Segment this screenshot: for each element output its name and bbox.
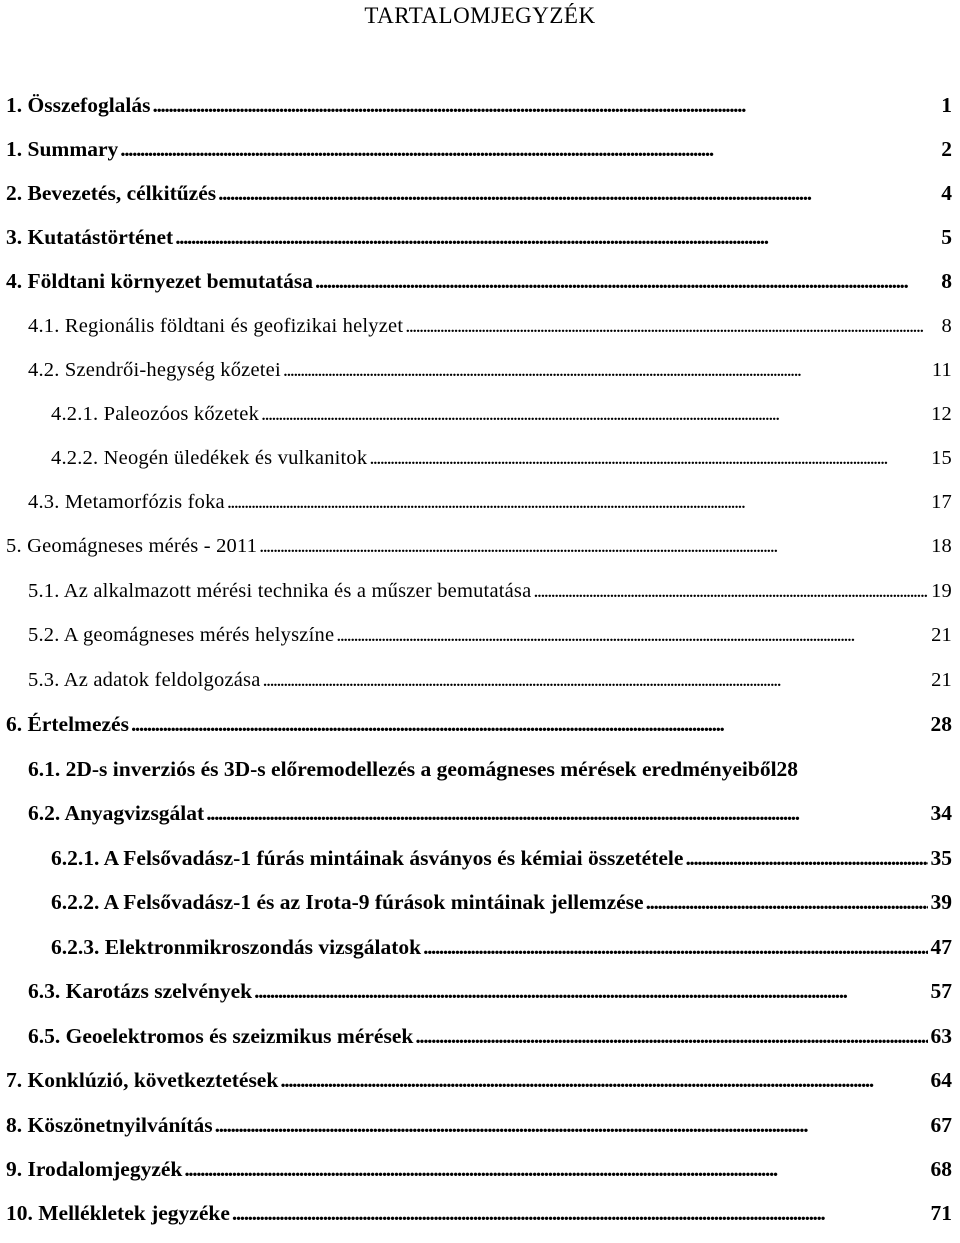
- toc-entry[interactable]: [28, 620, 952, 650]
- dot-leader: [215, 1110, 928, 1140]
- toc-entry[interactable]: [6, 266, 952, 296]
- toc-entry-page: 2: [941, 137, 952, 161]
- dot-leader: [280, 1065, 927, 1095]
- dot-leader: [218, 178, 938, 208]
- toc-entry-label: 7. Konklúzió, következtetések: [6, 1068, 279, 1092]
- dot-leader: [175, 222, 938, 252]
- toc-entry[interactable]: [28, 1021, 952, 1051]
- dot-leader: [263, 665, 929, 695]
- toc-entry[interactable]: [6, 1154, 952, 1184]
- toc-entry[interactable]: [6, 709, 952, 739]
- toc-entry-label: 5.3. Az adatok feldolgozása: [28, 669, 261, 691]
- toc-entry-page: 1: [941, 93, 952, 117]
- dot-leader: [533, 576, 928, 606]
- toc-entry[interactable]: [6, 1110, 952, 1140]
- dot-leader: [283, 355, 929, 385]
- toc-entry[interactable]: [28, 976, 952, 1006]
- toc-entry-page: 28: [930, 712, 952, 736]
- toc-entry[interactable]: [6, 1198, 952, 1228]
- toc-entry-page: 5: [941, 225, 952, 249]
- toc-entry-page: 4: [941, 181, 952, 205]
- dot-leader: [227, 487, 928, 517]
- toc-entry[interactable]: [51, 887, 952, 917]
- toc-entry-label: 10. Mellékletek jegyzéke: [6, 1201, 230, 1225]
- toc-entry-label: 2. Bevezetés, célkitűzés: [6, 181, 217, 205]
- toc-entry-label: 5.1. Az alkalmazott mérési technika és a műszer bemutatása: [28, 580, 532, 602]
- toc-entry-label: 9. Irodalomjegyzék: [6, 1157, 183, 1181]
- toc-entry-label: 3. Kutatástörténet: [6, 225, 174, 249]
- toc-entry[interactable]: [6, 222, 952, 252]
- dot-leader: [131, 709, 928, 739]
- toc-entry-page: 15: [931, 447, 952, 469]
- toc-entry-page: 68: [930, 1157, 952, 1181]
- dot-leader: [336, 620, 928, 650]
- toc-entry-page: 19: [931, 580, 952, 602]
- toc-entry-page: 35: [930, 846, 952, 870]
- toc-entry[interactable]: [28, 355, 952, 385]
- toc-entry-page: 63: [930, 1024, 952, 1048]
- toc-entry[interactable]: [6, 90, 952, 120]
- dot-leader: [153, 90, 939, 120]
- toc-entry-label: 6.2.2. A Felsővadász-1 és az Irota-9 fúrások mintáinak jellemzése: [51, 890, 644, 914]
- toc-entry[interactable]: [6, 531, 952, 561]
- toc-entry[interactable]: [28, 754, 952, 784]
- toc-entry-page: 64: [930, 1068, 952, 1092]
- toc-entry[interactable]: [51, 443, 952, 473]
- dot-leader: [405, 311, 938, 341]
- toc-entry-page: 21: [931, 669, 952, 691]
- toc-entry-page: 67: [930, 1113, 952, 1137]
- dot-leader: [646, 887, 928, 917]
- dot-leader: [415, 1021, 927, 1051]
- toc-entry-label: 5.2. A geomágneses mérés helyszíne: [28, 624, 335, 646]
- dot-leader: [120, 134, 938, 164]
- toc-entry-page: 28: [776, 757, 799, 781]
- dot-leader: [206, 798, 927, 828]
- dot-leader: [232, 1198, 928, 1228]
- toc-entry-page: 8: [941, 315, 952, 337]
- toc-entry[interactable]: [51, 932, 952, 962]
- toc-entry-label: 6.2.1. A Felsővadász-1 fúrás mintáinak ásványos és kémiai összetétele: [51, 846, 684, 870]
- toc-entry[interactable]: [51, 399, 952, 429]
- toc-entry-label: 6.2. Anyagvizsgálat: [28, 801, 205, 825]
- toc-entry[interactable]: [28, 487, 952, 517]
- dot-leader: [254, 976, 927, 1006]
- toc-entry[interactable]: [28, 665, 952, 695]
- toc-entry-label: 8. Köszönetnyilvánítás: [6, 1113, 213, 1137]
- toc-entry[interactable]: [6, 178, 952, 208]
- toc-entry-label: 4.3. Metamorfózis foka: [28, 491, 225, 513]
- toc-entry-label: 5. Geomágneses mérés - 2011: [6, 535, 258, 557]
- toc-entry-page: 57: [930, 979, 952, 1003]
- toc-entry-label: 6.2.3. Elektronmikroszondás vizsgálatok: [51, 935, 422, 959]
- toc-entry[interactable]: [6, 1065, 952, 1095]
- toc-entry-page: 18: [931, 535, 952, 557]
- dot-leader: [259, 531, 928, 561]
- toc-entry[interactable]: [51, 843, 952, 873]
- toc-entry-label: 6.3. Karotázs szelvények: [28, 979, 253, 1003]
- toc-entry-page: 17: [931, 491, 952, 513]
- toc-entry-label: 4.1. Regionális földtani és geofizikai helyzet: [28, 315, 404, 337]
- toc-entry-page: 71: [930, 1201, 952, 1225]
- toc-entry-page: 21: [931, 624, 952, 646]
- toc-entry[interactable]: [28, 798, 952, 828]
- toc-entry-label: 1. Összefoglalás: [6, 93, 151, 117]
- toc-entry-label: 4.2.2. Neogén üledékek és vulkanitok: [51, 447, 368, 469]
- dot-leader: [423, 932, 927, 962]
- toc-entry[interactable]: [28, 311, 952, 341]
- toc-entry-page: 11: [931, 359, 952, 381]
- dot-leader: [261, 399, 928, 429]
- toc-title: TARTALOMJEGYZÉK: [364, 3, 596, 28]
- toc-entry-page: 8: [941, 269, 952, 293]
- dot-leader: [184, 1154, 927, 1184]
- dot-leader: [315, 266, 938, 296]
- toc-entry-label: 4. Földtani környezet bemutatása: [6, 269, 313, 293]
- toc-entry-label: 1. Summary: [6, 137, 119, 161]
- toc-entry-page: 12: [931, 403, 952, 425]
- toc-entry-page: 34: [930, 801, 952, 825]
- toc-entry[interactable]: [28, 576, 952, 606]
- toc-entry[interactable]: [6, 134, 952, 164]
- toc-entry-label: 4.2.1. Paleozóos kőzetek: [51, 403, 260, 425]
- toc-entry-label: 6.5. Geoelektromos és szeizmikus mérések: [28, 1024, 414, 1048]
- toc-entry-label: 4.2. Szendrői-hegység kőzetei: [28, 359, 281, 381]
- dot-leader: [369, 443, 928, 473]
- toc-entry-page: 47: [930, 935, 952, 959]
- toc-entry-page: 39: [930, 890, 952, 914]
- toc-entry-label: 6. Értelmezés: [6, 712, 129, 736]
- dot-leader: [685, 843, 927, 873]
- toc-entry-label: 6.1. 2D-s inverziós és 3D-s előremodellezés a geomágneses mérések eredményeiből: [28, 757, 777, 781]
